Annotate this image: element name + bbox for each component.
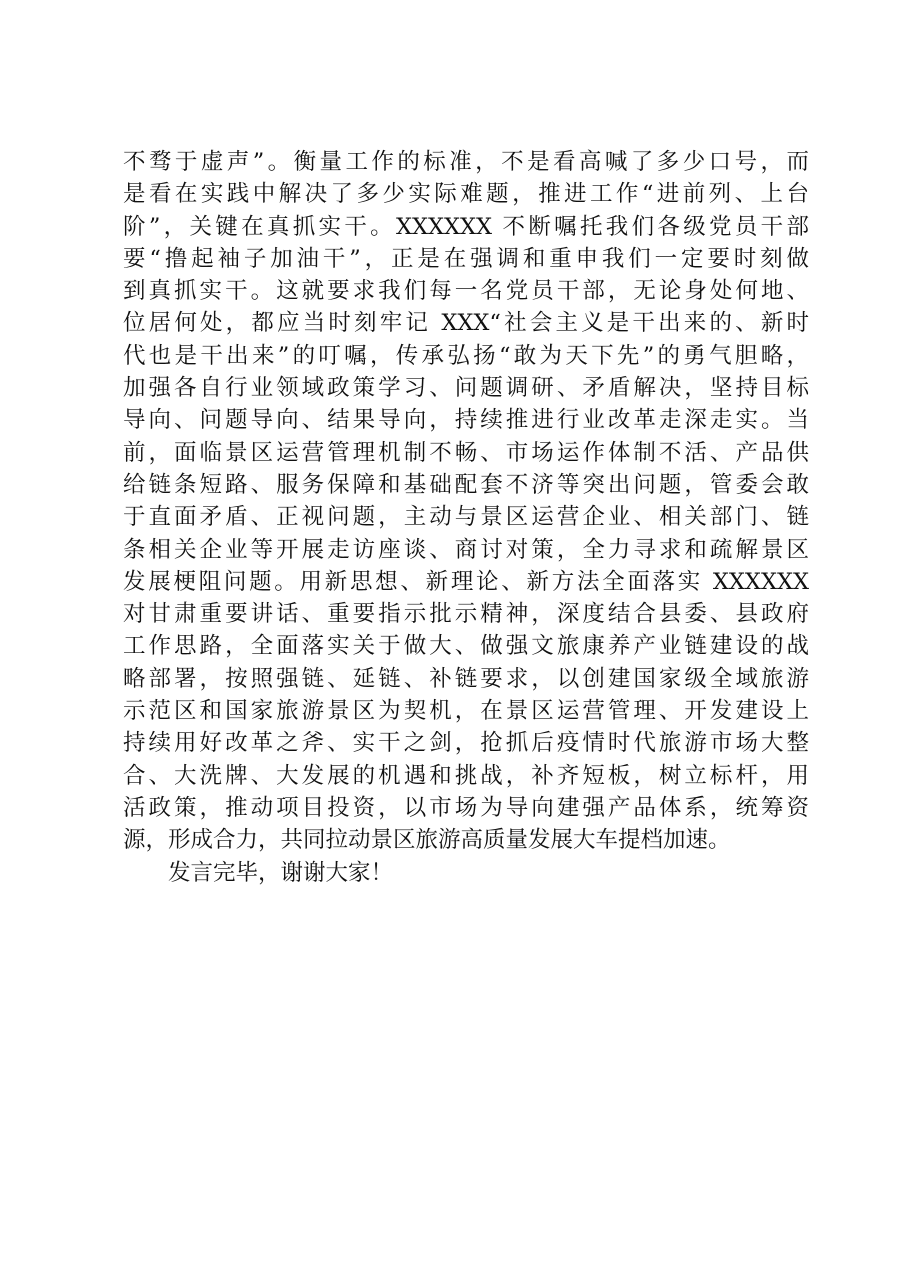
text-line-13: 条相关企业等开展走访座谈、商讨对策，全力寻求和疏解景区 [123,536,809,563]
text-line-19: 持续用好改革之斧、实干之剑，抢抓后疫情时代旅游市场大整 [123,730,809,757]
text-line-18: 示范区和国家旅游景区为契机，在景区运营管理、开发建设上 [123,698,809,725]
text-line-14: 发展梗阻问题。用新思想、新理论、新方法全面落实 XXXXXX [123,568,809,595]
text-line-12: 于直面矛盾、正视问题，主动与景区运营企业、相关部门、链 [123,504,809,531]
text-line-15: 对甘肃重要讲话、重要指示批示精神，深度结合县委、县政府 [123,601,809,628]
text-line-20: 合、大洗牌、大发展的机遇和挑战，补齐短板，树立标杆，用 [123,762,809,789]
text-line-6: 位居何处，都应当时刻牢记 XXX“社会主义是干出来的、新时 [123,310,809,337]
text-line-7: 代也是干出来”的叮嘱，传承弘扬“敢为天下先”的勇气胆略， [123,342,809,369]
text-line-9: 导向、问题导向、结果导向，持续推进行业改革走深走实。当 [123,407,809,434]
text-line-1: 不骛于虚声”。衡量工作的标准，不是看高喊了多少口号，而 [123,149,809,175]
text-line-8: 加强各自行业领域政策学习、问题调研、矛盾解决，坚持目标 [123,375,809,402]
document-body [123,146,809,889]
text-line-22: 源，形成合力，共同拉动景区旅游高质量发展大车提档加速。 [123,827,731,854]
text-line-17: 略部署，按照强链、延链、补链要求，以创建国家级全域旅游 [123,665,809,692]
text-line-21: 活政策，推动项目投资，以市场为导向建强产品体系，统筹资 [123,794,809,821]
closing-line: 发言完毕，谢谢大家！ [168,859,394,886]
text-line-10: 前，面临景区运营管理机制不畅、市场运作体制不活、产品供 [123,439,809,466]
text-line-16: 工作思路，全面落实关于做大、做强文旅康养产业链建设的战 [123,633,809,660]
text-line-4: 要“撸起袖子加油干”，正是在强调和重申我们一定要时刻做 [123,245,809,272]
text-line-3: 阶”，关键在真抓实干。XXXXXX 不断嘱托我们各级党员干部 [123,213,809,240]
text-line-2: 是看在实践中解决了多少实际难题，推进工作“进前列、上台 [123,181,809,208]
text-line-5: 到真抓实干。这就要求我们每一名党员干部，无论身处何地、 [123,278,809,305]
text-line-11: 给链条短路、服务保障和基础配套不济等突出问题，管委会敢 [123,471,809,498]
